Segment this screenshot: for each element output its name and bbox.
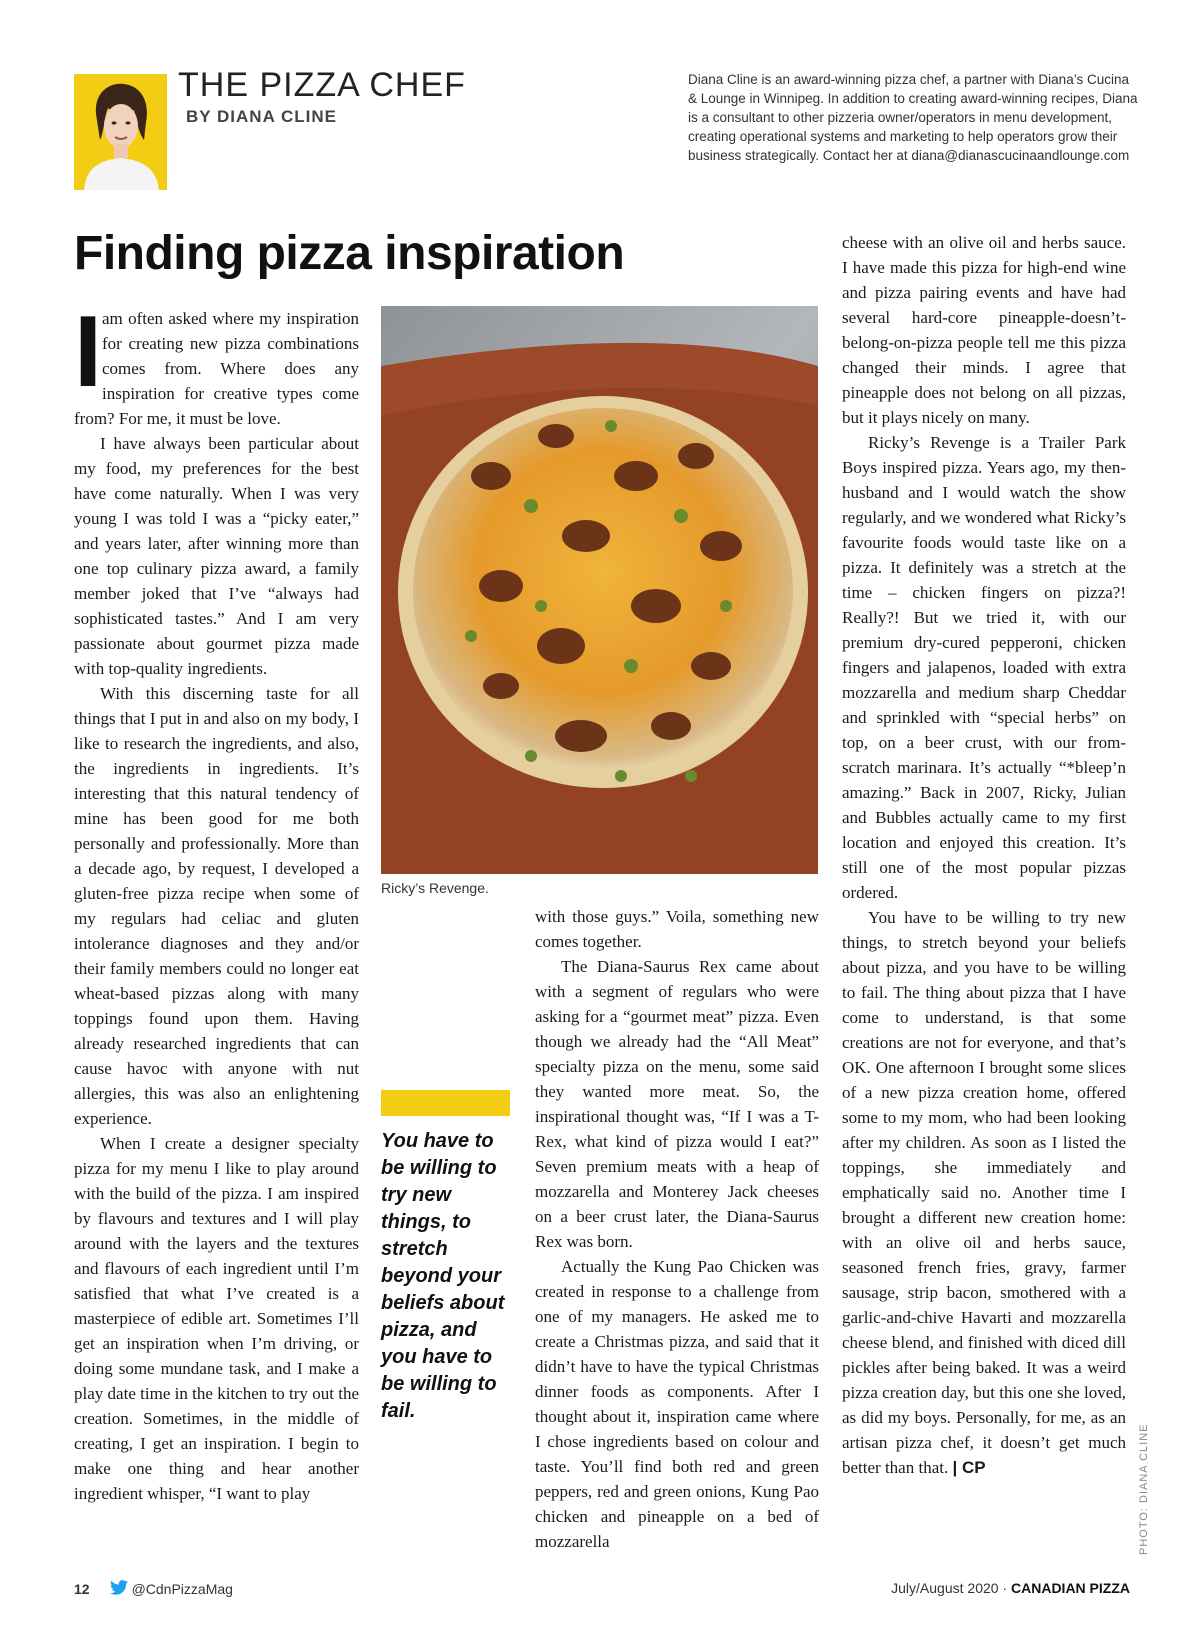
author-portrait — [74, 74, 167, 190]
pull-quote-bar — [381, 1090, 510, 1116]
paragraph: The Diana-Saurus Rex came about with a segment of regulars who were asking for a “gourmet meat” pizza. Even though we already had the “All Meat” specialty pizza on the menu, some said they wanted more meat. So, the inspirational thought was, “If I was a T-Rex, what kind of pizza would I eat?” Seven premium meats with a heap of mozzarella and Monterey Jack cheeses on a beer crust later, the Diana-Saurus Rex was born. — [535, 957, 819, 1251]
pizza-photo — [381, 306, 818, 874]
magazine-name: CANADIAN PIZZA — [1011, 1580, 1130, 1596]
issue-date: July/August 2020 · — [891, 1580, 1008, 1596]
twitter-handle[interactable]: @CdnPizzaMag — [131, 1581, 233, 1597]
byline: BY DIANA CLINE — [186, 107, 337, 126]
end-sign: | CP — [952, 1458, 986, 1477]
paragraph: Actually the Kung Pao Chicken was created in response to a challenge from one of my managers. He asked me to create a Christmas pizza, and said that it didn’t have to have the typical Christmas dinner foods as components. After I thought about it, inspiration came where I chose ingredients based on colour and taste. You’ll find both red and green peppers, red and green onions, Kung Pao chicken and pineapple on a bed of mozzarella — [535, 1257, 819, 1551]
photo-credit: PHOTO: DIANA CLINE — [1138, 1423, 1150, 1555]
paragraph: Ricky’s Revenge is a Trailer Park Boys inspired pizza. Years ago, my then-husband and I would watch the show regularly, and we wondered what Ricky’s favourite foods would taste like on a pizza. It definitely was a stretch at the time – chicken fingers on pizza?! Really?! But we tried it, with our premium dry-cured pepperoni, chicken fingers and jalapenos, loaded with extra mozzarella and medium sharp Cheddar and sprinkled with “special herbs” on top, on a beer crust, with our from-scratch marinara. It’s actually “*bleep’n amazing.” Back in 2007, Ricky, Julian and Bubbles actually came to my first location and enjoyed this creation. It’s still one of the most popular pizzas ordered. — [842, 433, 1126, 902]
article-column-4 — [842, 230, 1126, 1480]
article-column-3 — [535, 904, 819, 1554]
paragraph: I have always been particular about my food, my preferences for the best have come naturally. When I was very young I was told I was a “picky eater,” and years later, after winning more than one top culinary pizza award, a family member joked that I’ve “always had sophisticated tastes.” And I am very passionate about gourmet pizza made with top-quality ingredients. — [74, 434, 359, 678]
page-number: 12 — [74, 1581, 90, 1597]
paragraph: cheese with an olive oil and herbs sauce. I have made this pizza for high-end wine and pizza pairing events and have had several hard-core pineapple-doesn’t-belong-on-pizza people tell me this pizza changed their minds. I agree that pineapple does not belong on all pizzas, but it plays nicely on many. — [842, 233, 1126, 427]
paragraph-text: You have to be willing to try new things, to stretch beyond your beliefs about pizza, and you have to be willing to fail. The thing about pizza that I have come to understand, is that some creations are not for everyone, and that’s OK. One afternoon I brought some slices of a new pizza creation home, offered some to my mom, who had been looking after my children. As soon as I listed the toppings, she immediately and emphatically said no. Another time I brought a different new creation home: with an olive oil and herbs sauce, seasoned french fries, gravy, farmer sausage, strip bacon, smothered with a garlic-and-chive Havarti and mozzarella cheese blend, and finished with diced dill pickles after being baked. It was a weird pizza creation day, but this one she loved, as did my boys. Personally, for me, as an artisan pizza chef, it doesn’t get much better than that. — [842, 908, 1126, 1477]
article-headline: Finding pizza inspiration — [74, 227, 625, 280]
paragraph: When I create a designer specialty pizza for my menu I like to play around with the build of the pizza. I am inspired by flavours and textures and I will play around with the layers and the textures and flavours of each ingredient until I’m satisfied that what I’ve created is a masterpiece of edible art. Sometimes I’ll get an inspiration when I’m driving, or doing some mundane task, and I make a play date time in the kitchen to try out the creation. Sometimes, in the middle of creating, I get an inspiration. I begin to make one thing and hear another ingredient whisper, “I want to play — [74, 1134, 359, 1503]
column-name: THE PIZZA CHEF — [178, 66, 466, 104]
drop-cap: I — [74, 296, 103, 408]
author-portrait-illustration — [74, 74, 167, 190]
article-column-1 — [74, 296, 359, 1506]
paragraph: With this discerning taste for all things that I put in and also on my body, I like to research the ingredients, and also, the ingredients in ingredients. It’s interesting that this natural tendency of mine has been good for me both personally and professionally. More than a decade ago, by request, I developed a gluten-free pizza recipe when some of my regulars had celiac and gluten intolerance diagnoses and they and/or their family members could no longer eat wheat-based pizzas along with many toppings found upon them. Having already researched ingredients that can cause havoc with anyone with nut allergies, this was also an enlightening experience. — [74, 684, 359, 1128]
footer-left — [74, 1580, 233, 1598]
photo-caption: Ricky’s Revenge. — [381, 880, 489, 896]
pull-quote: You have to be willing to try new things, to stretch beyond your beliefs about pizza, and you have to be willing to fail. — [381, 1130, 505, 1422]
footer-right — [870, 1580, 1130, 1596]
twitter-icon — [110, 1580, 128, 1598]
pizza-illustration — [381, 306, 818, 874]
paragraph: with those guys.” Voila, something new comes together. — [535, 907, 819, 951]
author-bio: Diana Cline is an award-winning pizza chef, a partner with Diana’s Cucina & Lounge in Winnipeg. In addition to creating award-winning recipes, Diana is a consultant to other pizzeria owner/operators in menu development, creating operational systems and marketing to help operators grow their business strategically. Contact her at diana@dianascucinaandlounge.com — [688, 72, 1138, 163]
paragraph — [842, 905, 1126, 1480]
paragraph: am often asked where my inspiration for creating new pizza combinations comes from. Where does any inspiration for creative types come from? For me, it must be love. — [74, 309, 359, 428]
